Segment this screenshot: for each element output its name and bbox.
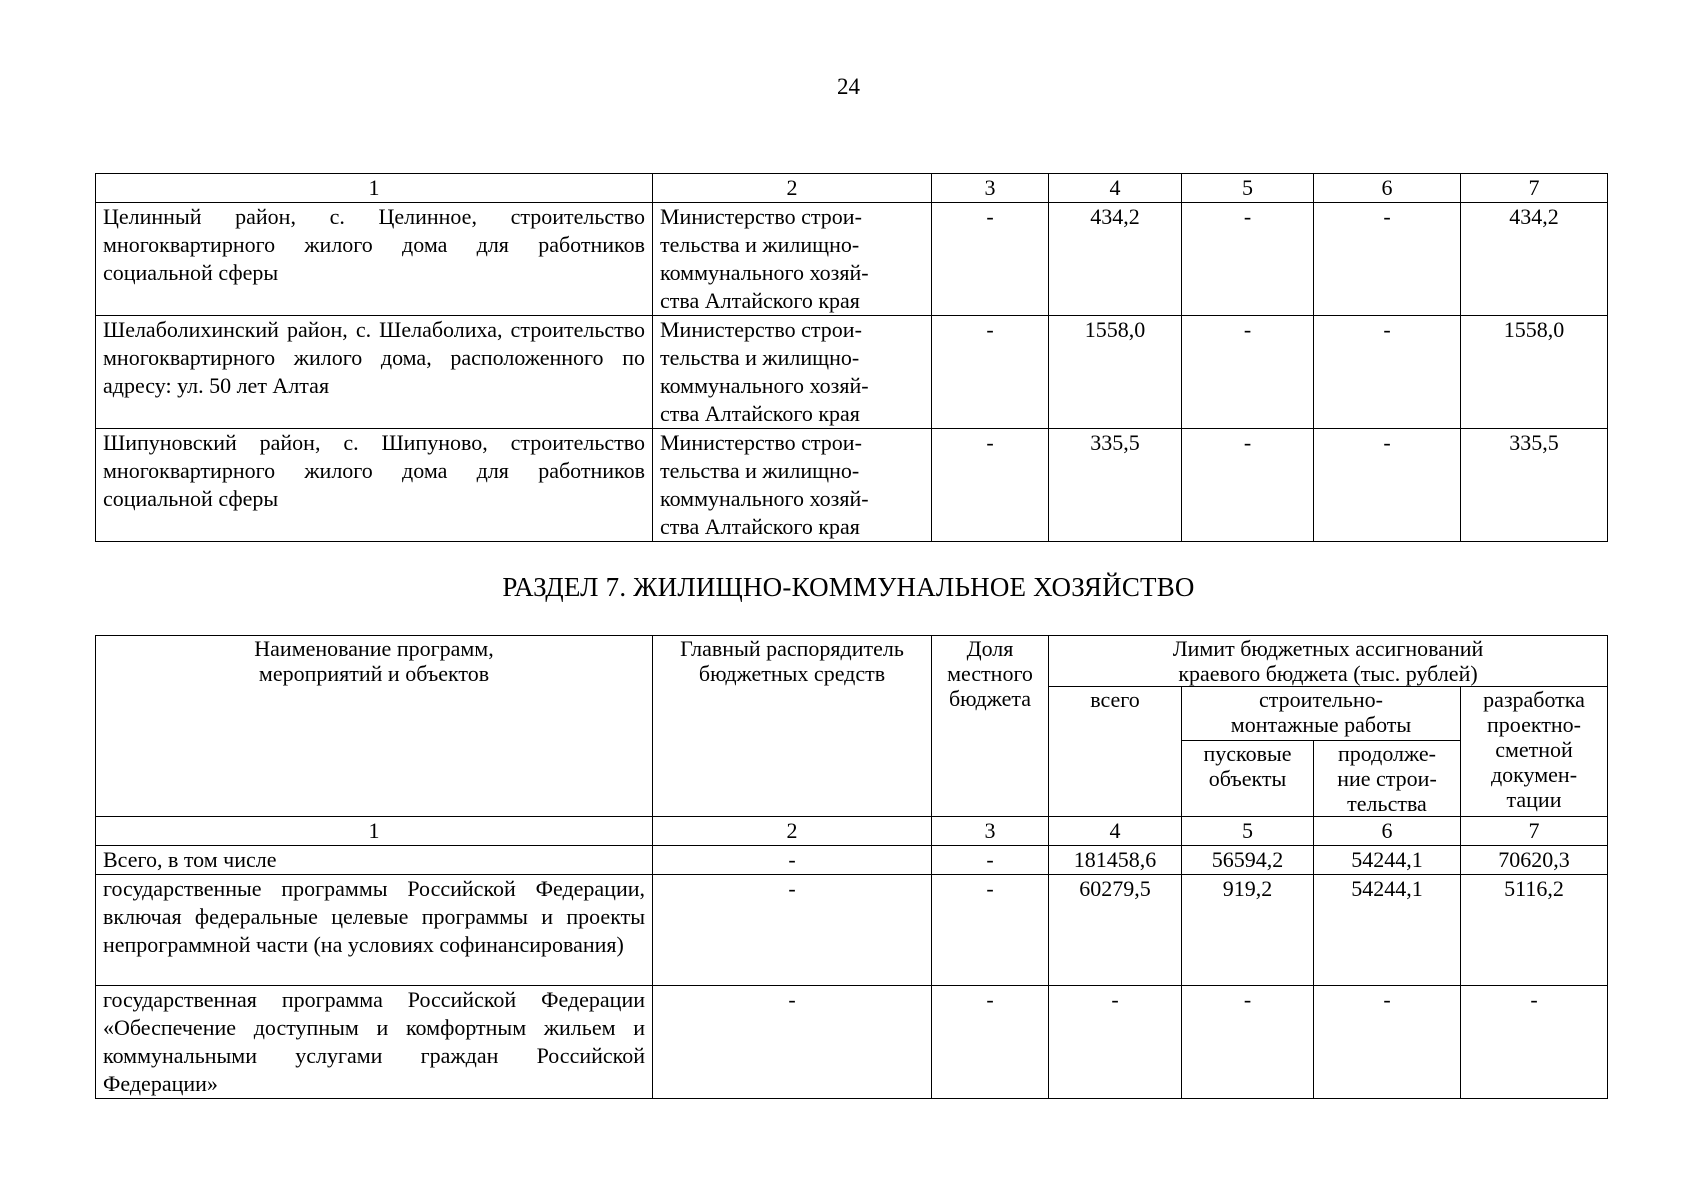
table-continuation <box>95 173 1608 542</box>
local-share-value: - <box>932 875 1049 986</box>
object-name: Шипуновский район, с. Шипуново, строительство многоквартирного жилого дома для работников социальной сферы <box>96 429 653 542</box>
program-name: государственные программы Российской Федерации, включая федеральные целевые программы и проекты непрограммной части (на условиях софинансирования) <box>96 875 653 986</box>
table-row <box>96 203 1608 316</box>
header-budget-limit: Лимит бюджетных ассигнований краевого бюджета (тыс. рублей) <box>1049 636 1608 687</box>
design-docs-value: 5116,2 <box>1461 875 1608 986</box>
launch-objects-value: - <box>1182 203 1314 316</box>
column-number: 3 <box>932 817 1049 846</box>
continuation-value: - <box>1314 986 1461 1099</box>
budget-manager: - <box>653 846 932 875</box>
column-number: 2 <box>653 817 932 846</box>
local-share-value: - <box>932 986 1049 1099</box>
column-number: 4 <box>1049 174 1182 203</box>
column-number-row <box>96 174 1608 203</box>
column-number: 7 <box>1461 174 1608 203</box>
launch-objects-value: - <box>1182 986 1314 1099</box>
design-docs-value: - <box>1461 986 1608 1099</box>
table-row <box>96 846 1608 875</box>
table-row <box>96 316 1608 429</box>
local-share-value: - <box>932 846 1049 875</box>
local-share-value: - <box>932 203 1049 316</box>
local-share-value: - <box>932 316 1049 429</box>
budget-manager: Министерство строи- тельства и жилищно- коммунального хозяй- ства Алтайского края <box>653 316 932 429</box>
continuation-value: 54244,1 <box>1314 846 1461 875</box>
total-value: 1558,0 <box>1049 316 1182 429</box>
column-number: 5 <box>1182 174 1314 203</box>
launch-objects-value: - <box>1182 316 1314 429</box>
section-title: РАЗДЕЛ 7. ЖИЛИЩНО-КОММУНАЛЬНОЕ ХОЗЯЙСТВО <box>502 572 1195 602</box>
budget-manager: - <box>653 875 932 986</box>
column-number: 7 <box>1461 817 1608 846</box>
header-continuation: продолже- ние строи- тельства <box>1314 741 1461 817</box>
design-docs-value: 434,2 <box>1461 203 1608 316</box>
column-number: 6 <box>1314 817 1461 846</box>
launch-objects-value: - <box>1182 429 1314 542</box>
header-local-share: Доля местного бюджета <box>932 636 1049 817</box>
table-row <box>96 986 1608 1099</box>
column-number: 1 <box>96 817 653 846</box>
object-name: Целинный район, с. Целинное, строительство многоквартирного жилого дома для работников социальной сферы <box>96 203 653 316</box>
continuation-value: - <box>1314 203 1461 316</box>
header-design-docs: разработка проектно- сметной докумен- тации <box>1461 687 1608 817</box>
column-number: 4 <box>1049 817 1182 846</box>
total-value: 434,2 <box>1049 203 1182 316</box>
header-row <box>96 636 1608 687</box>
continuation-value: 54244,1 <box>1314 875 1461 986</box>
header-launch-objects: пусковые объекты <box>1182 741 1314 817</box>
table-row <box>96 429 1608 542</box>
table-housing <box>95 635 1608 1099</box>
launch-objects-value: 919,2 <box>1182 875 1314 986</box>
continuation-value: - <box>1314 316 1461 429</box>
column-number: 2 <box>653 174 932 203</box>
page-number: 24 <box>837 74 860 99</box>
program-name: государственная программа Российской Федерации «Обеспечение доступным и комфортным жильем и коммунальными услугами граждан Российской Федерации» <box>96 986 653 1099</box>
local-share-value: - <box>932 429 1049 542</box>
budget-manager: Министерство строи- тельства и жилищно- коммунального хозяй- ства Алтайского края <box>653 203 932 316</box>
total-value: - <box>1049 986 1182 1099</box>
column-number: 3 <box>932 174 1049 203</box>
program-name: Всего, в том числе <box>96 846 653 875</box>
design-docs-value: 335,5 <box>1461 429 1608 542</box>
design-docs-value: 70620,3 <box>1461 846 1608 875</box>
column-number-row <box>96 817 1608 846</box>
header-total: всего <box>1049 687 1182 817</box>
total-value: 335,5 <box>1049 429 1182 542</box>
table-row <box>96 875 1608 986</box>
design-docs-value: 1558,0 <box>1461 316 1608 429</box>
total-value: 181458,6 <box>1049 846 1182 875</box>
header-name: Наименование программ, мероприятий и объектов <box>96 636 653 817</box>
header-budget-manager: Главный распорядитель бюджетных средств <box>653 636 932 817</box>
budget-manager: - <box>653 986 932 1099</box>
column-number: 5 <box>1182 817 1314 846</box>
object-name: Шелаболихинский район, с. Шелаболиха, строительство многоквартирного жилого дома, расположенного по адресу: ул. 50 лет Алтая <box>96 316 653 429</box>
column-number: 1 <box>96 174 653 203</box>
column-number: 6 <box>1314 174 1461 203</box>
launch-objects-value: 56594,2 <box>1182 846 1314 875</box>
header-construction: строительно- монтажные работы <box>1182 687 1461 741</box>
total-value: 60279,5 <box>1049 875 1182 986</box>
continuation-value: - <box>1314 429 1461 542</box>
budget-manager: Министерство строи- тельства и жилищно- коммунального хозяй- ства Алтайского края <box>653 429 932 542</box>
